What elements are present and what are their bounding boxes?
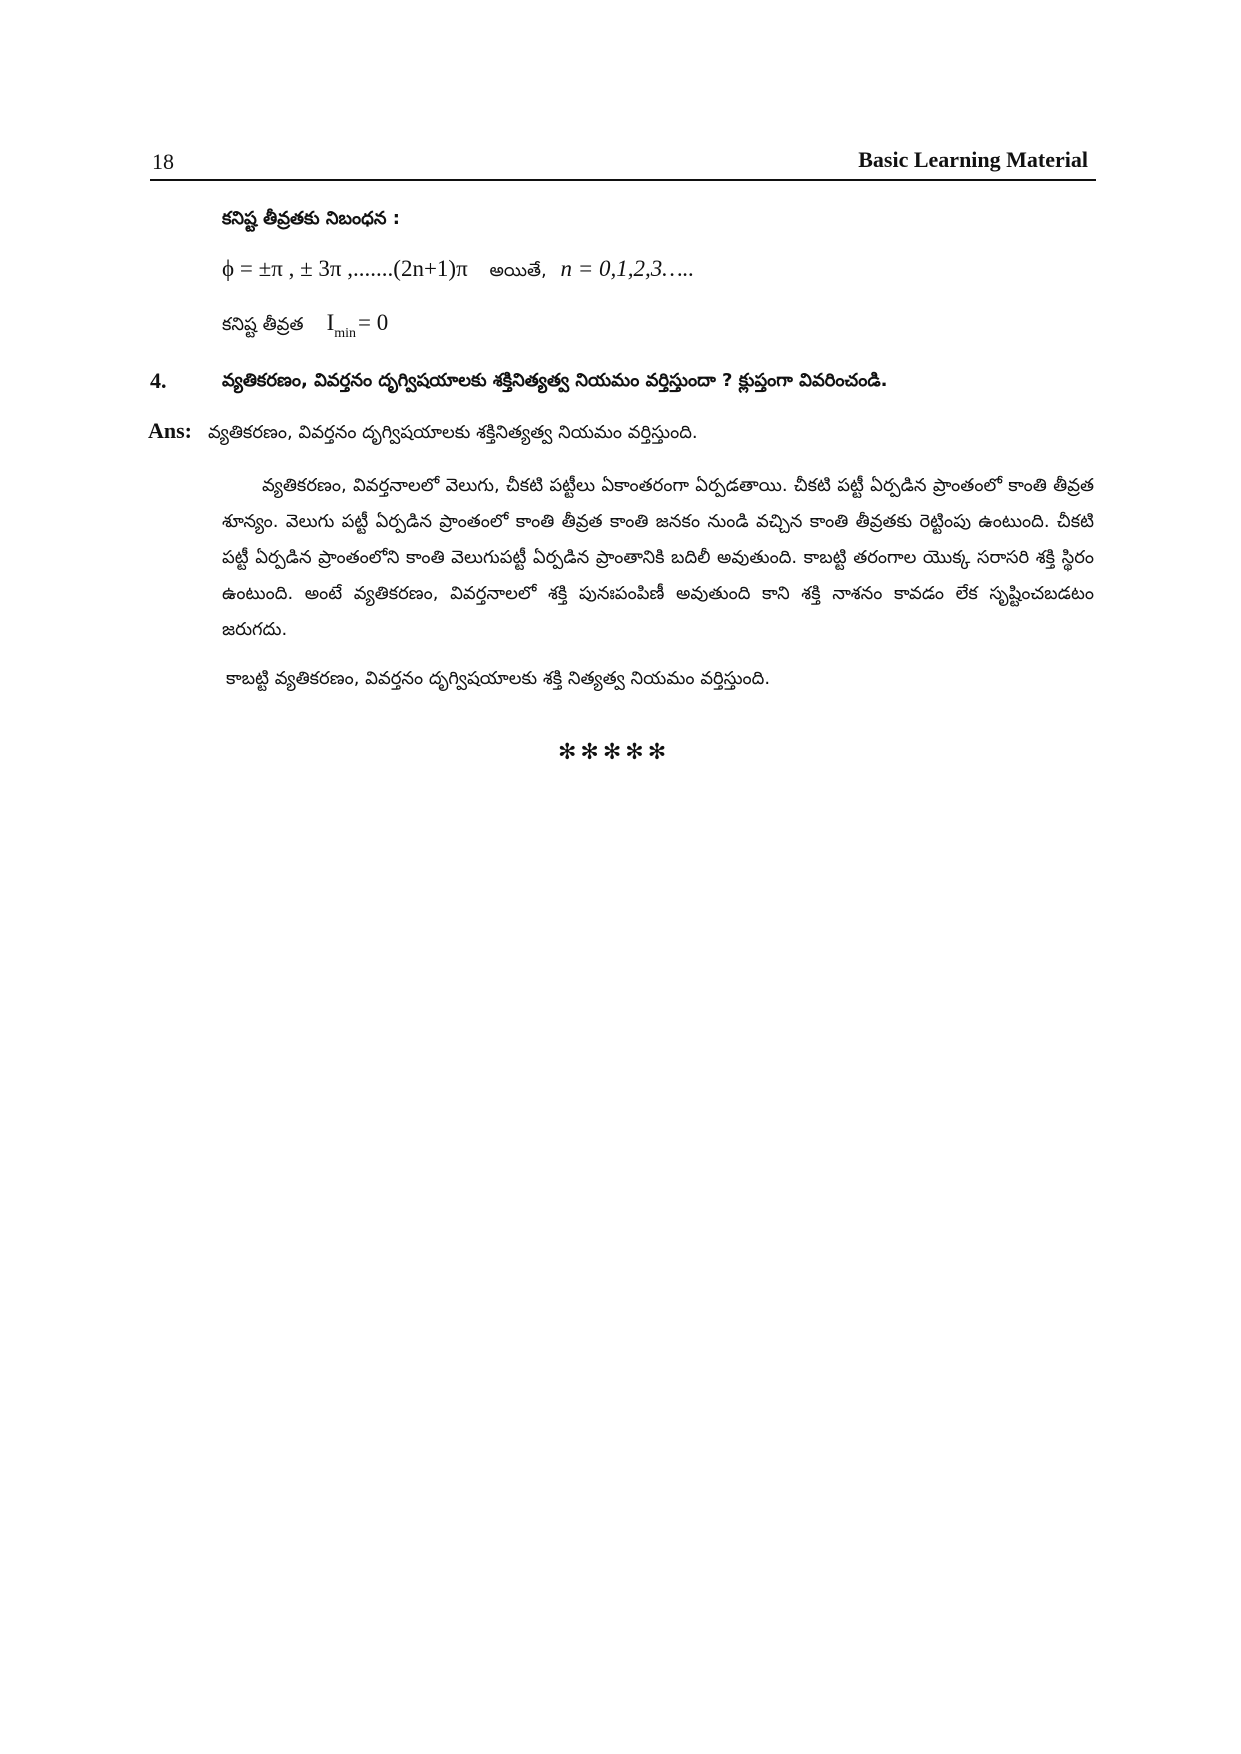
phase-condition-equation [222, 256, 694, 285]
question-number: 4. [150, 368, 167, 393]
page-number: 18 [152, 149, 174, 174]
minimum-intensity-line [222, 310, 388, 339]
intensity-symbol: I [326, 310, 335, 335]
phase-word: అయితే, [489, 260, 547, 281]
intensity-value: = 0 [358, 310, 389, 335]
intensity-subscript: min [334, 326, 357, 341]
phase-expression: ϕ = ±π , ± 3π ,.......(2n+1)π [222, 256, 468, 281]
question-text: వ్యతికరణం, వివర్తనం దృగ్విషయాలకు శక్తినిత్యత్వ నియమం వర్తిస్తుందా ? క్లుప్తంగా వివరించండి. [222, 370, 888, 391]
n-values: n = 0,1,2,3….. [560, 256, 695, 281]
answer-label: Ans: [148, 418, 193, 443]
minimum-intensity-formula [309, 310, 389, 341]
minimum-intensity-label: కనిష్ట తీవ్రత [222, 314, 304, 335]
page-header [150, 145, 1096, 181]
minimum-condition-heading: కనిష్ట తీవ్రతకు నిబంధన : [222, 208, 400, 229]
answer-paragraph [222, 468, 1094, 648]
running-title: Basic Learning Material [858, 147, 1088, 172]
answer-body-text: వ్యతికరణం, వివర్తనాలలో వెలుగు, చీకటి పట్టీలు ఏకాంతరంగా ఏర్పడతాయి. చీకటి పట్టీ ఏర్పడిన ప్రాంతంలో కాంతి తీవ్రత శూన్యం. వెలుగు పట్టీ ఏర్పడిన ప్రాంతంలో కాంతి తీవ్రత కాంతి జనకం నుండి వచ్చిన కాంతి తీవ్రతకు రెట్టింపు ఉంటుంది. చీకటి పట్టీ ఏర్పడిన ప్రాంతంలోని కాంతి వెలుగుపట్టీ ఏర్పడిన ప్రాంతానికి బదిలీ అవుతుంది. కాబట్టి తరంగాల యొక్క సరాసరి శక్తి స్థిరం ఉంటుంది. అంటే వ్యతికరణం, వివర్తనాలలో శక్తి పునఃపంపిణీ అవుతుంది కాని శక్తి నాశనం కావడం లేక సృష్టించబడటం జరుగదు. [222, 475, 1094, 640]
end-marker: ✻✻✻✻✻ [558, 740, 671, 765]
answer-first-line: వ్యతికరణం, వివర్తనం దృగ్విషయాలకు శక్తినిత్యత్వ నియమం వర్తిస్తుంది. [208, 422, 698, 443]
answer-conclusion: కాబట్టి వ్యతికరణం, వివర్తనం దృగ్విషయాలకు శక్తి నిత్యత్వ నియమం వర్తిస్తుంది. [226, 668, 771, 689]
